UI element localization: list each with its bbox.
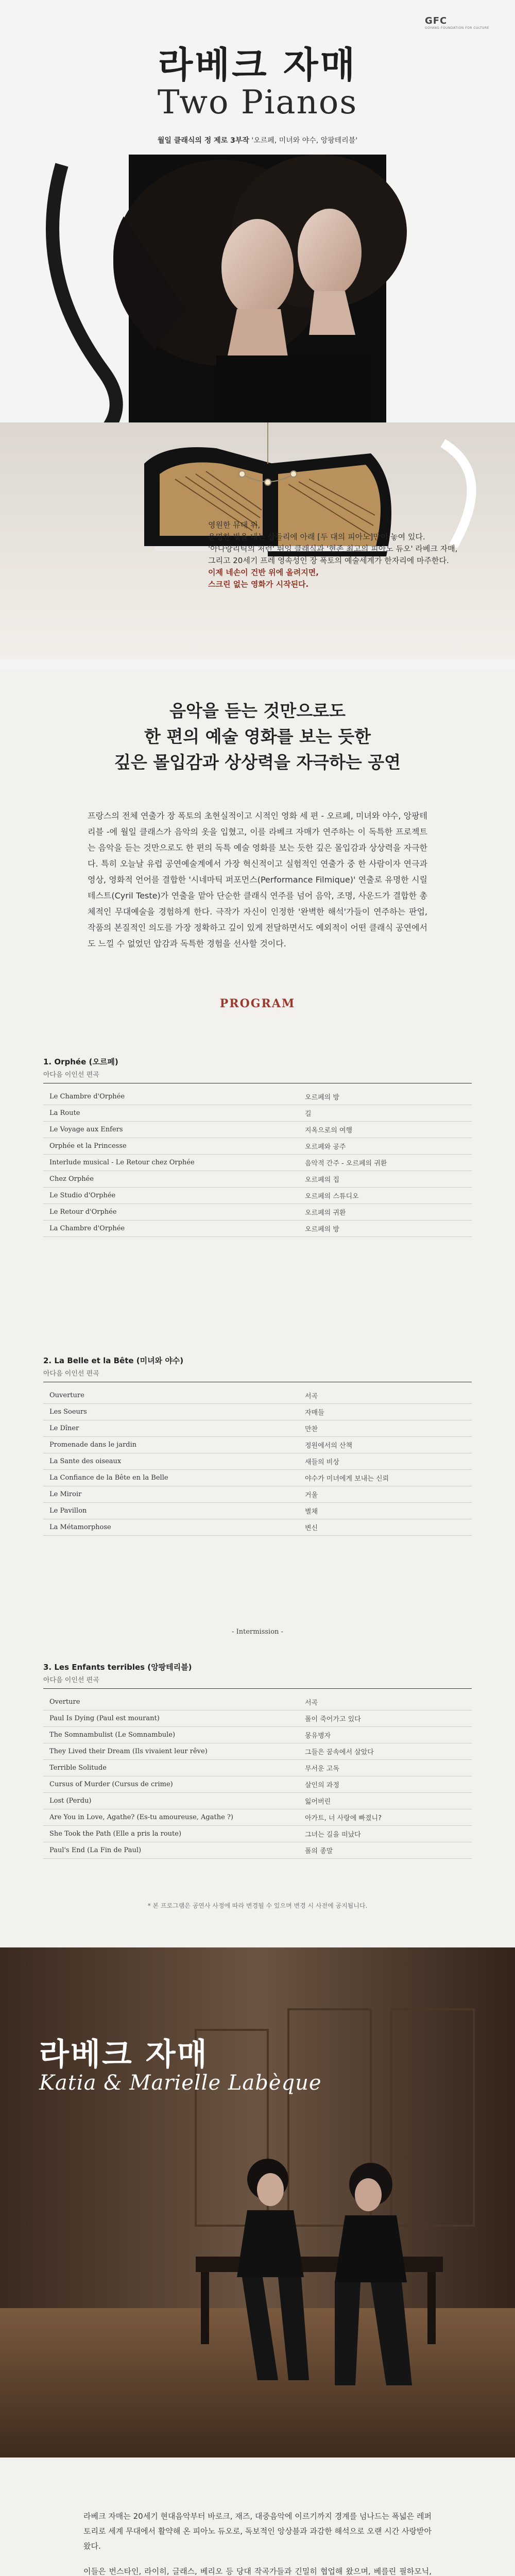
hero-info-rest: '오르페, 미녀와 야수, 앙팡테리블'	[251, 137, 358, 145]
piece-title-korean: 몽유병자	[305, 1732, 331, 1740]
bio-paragraph: 라베크 자매는 20세기 현대음악부터 바로크, 재즈, 대중음악에 이르기까지 경계를 넘나드는 폭넓은 레퍼토리로 세계 무대에서 활약해 온 피아노 듀오로, 독보적인 앙상블과 과감한 해석으로 오랜 시간 사랑받아 왔다.	[83, 2512, 432, 2551]
piece-title-korean: 야수가 미녀에게 보내는 신뢰	[305, 1475, 389, 1483]
piece-title: Les Soeurs	[49, 1408, 87, 1416]
program-row	[43, 1122, 472, 1138]
piece-title: The Somnambulist (Le Somnambule)	[49, 1731, 176, 1739]
program-section-enfants	[43, 1656, 472, 1859]
program-section-orphee	[43, 1051, 472, 1237]
intro-heading-line: 한 편의 예술 영화를 보는 듯한	[144, 726, 371, 747]
intro-heading	[0, 698, 515, 775]
program-table	[43, 1694, 472, 1859]
piece-title: Cursus of Murder (Cursus de crime)	[49, 1781, 173, 1788]
piece-title-korean: 오르페의 방	[305, 1094, 339, 1101]
program-row	[43, 1470, 472, 1486]
program-row	[43, 1793, 472, 1809]
program-row	[43, 1776, 472, 1793]
program-row	[43, 1743, 472, 1760]
brand-logo[interactable]	[425, 15, 489, 30]
piece-title-korean: 아가트, 너 사랑에 빠졌니?	[305, 1815, 382, 1822]
piece-title: La Confiance de la Bête en la Belle	[49, 1474, 168, 1482]
program-table	[43, 1387, 472, 1536]
program-row	[43, 1155, 472, 1171]
piece-title-korean: 잃어버린	[305, 1798, 331, 1806]
piece-title-korean: 자매들	[305, 1409, 324, 1417]
program-row	[43, 1420, 472, 1437]
program-row	[43, 1188, 472, 1204]
piece-title-korean: 서곡	[305, 1393, 318, 1400]
program-row	[43, 1171, 472, 1188]
artist-name-korean: 라베크 자매	[39, 2037, 209, 2073]
hero-section	[0, 0, 515, 670]
hero-title-english: Two Pianos	[157, 83, 358, 122]
program-row	[43, 1809, 472, 1826]
program-row	[43, 1204, 472, 1221]
hero-info-line	[0, 135, 515, 145]
hero-description	[208, 519, 476, 590]
section-subheading: 아다음 이인선 편곡	[43, 1069, 472, 1083]
piece-title-korean: 오르페의 집	[305, 1176, 339, 1184]
program-row	[43, 1387, 472, 1404]
piece-title: Le Miroir	[49, 1490, 82, 1498]
piece-title-korean: 길	[305, 1110, 312, 1118]
piece-title-korean: 그들은 꿈속에서 살았다	[305, 1749, 374, 1756]
hero-info-label: 월일 클래식의 정 제로 3부작	[157, 137, 249, 145]
piece-title-korean: 음악적 간주 - 오르페의 귀환	[305, 1160, 387, 1167]
program-row	[43, 1138, 472, 1155]
piece-title-korean: 무서운 고독	[305, 1765, 339, 1773]
program-table	[43, 1089, 472, 1237]
piece-title: La Sante des oiseaux	[49, 1458, 122, 1465]
piece-title: Paul Is Dying (Paul est mourant)	[49, 1715, 160, 1722]
program-row	[43, 1221, 472, 1237]
program-title: PROGRAM	[219, 997, 296, 1010]
artist-photo	[0, 1947, 515, 2458]
program-row	[43, 1486, 472, 1503]
artist-name-english: Katia & Marielle Labèque	[39, 2071, 322, 2095]
piece-title-korean: 오르페의 방	[305, 1226, 339, 1233]
piece-title-korean: 새들의 비상	[305, 1459, 339, 1466]
program-row	[43, 1694, 472, 1710]
program-section-belle	[43, 1350, 472, 1536]
program-row	[43, 1404, 472, 1420]
hero-text-line: 영원한 뮤대 위,	[208, 520, 261, 530]
piece-title: Paul's End (La Fin de Paul)	[49, 1846, 142, 1854]
hero-text-line: 그리고 20세기 프레 영속성인 장 폭토의 예술세계가 한자리에 마주한다.	[208, 556, 449, 565]
piece-title: La Route	[49, 1109, 80, 1117]
hero-text-line: 운명한 빛을 내는 상들리에 아래 [두 대의 피아노]만이 놓여 있다.	[208, 532, 425, 541]
piece-title: Promenade dans le jardin	[49, 1441, 137, 1449]
piece-title: Ouverture	[49, 1392, 84, 1399]
hero-text-highlight: 스크린 없는 영화가 시작된다.	[208, 580, 309, 589]
piece-title: Terrible Solitude	[49, 1764, 107, 1772]
logo-text: GFC	[424, 15, 448, 26]
logo-subtitle: GOYANG FOUNDATION FOR CULTURE	[424, 26, 489, 30]
section-heading: 1. Orphée (오르페)	[43, 1057, 118, 1066]
piece-title-korean: 서곡	[305, 1699, 318, 1707]
piece-title-korean: 폴의 종말	[305, 1848, 333, 1855]
program-note: * 본 프로그램은 공연사 사정에 따라 변경될 수 있으며 변경 시 사전에 공지됩니다.	[147, 1902, 368, 1909]
section-subheading: 아다음 이인선 편곡	[43, 1368, 472, 1382]
piece-title-korean: 오르페와 공주	[305, 1143, 346, 1151]
piece-title: Le Pavillon	[49, 1507, 87, 1515]
intro-heading-line: 음악을 듣는 것만으로도	[169, 701, 346, 721]
piece-title: She Took the Path (Elle a pris la route)	[49, 1830, 182, 1838]
program-row	[43, 1760, 472, 1776]
piece-title-korean: 살인의 과정	[305, 1782, 339, 1789]
program-row	[43, 1842, 472, 1859]
piece-title: Lost (Perdu)	[49, 1797, 92, 1805]
bio-paragraph: 이들은 번스타인, 라이히, 글래스, 베리오 등 당대 작곡가들과 긴밀히 협업해 왔으며, 베를린 필하모닉,	[83, 2567, 432, 2576]
program-row	[43, 1710, 472, 1727]
section-subheading: 아다음 이인선 편곡	[43, 1674, 472, 1689]
piece-title-korean: 폴이 죽어가고 있다	[305, 1716, 361, 1723]
piece-title-korean: 정원에서의 산책	[305, 1442, 353, 1450]
intermission-label: - Intermission -	[232, 1628, 283, 1636]
program-row	[43, 1503, 472, 1519]
piece-title: They Lived their Dream (Ils vivaient leur rêve)	[49, 1748, 208, 1755]
piece-title-korean: 변신	[305, 1524, 318, 1532]
hero-title-korean: 라베크 자매	[158, 44, 357, 86]
program-row	[43, 1437, 472, 1453]
piece-title: La Métamorphose	[49, 1523, 111, 1531]
piece-title: Overture	[49, 1698, 80, 1706]
piece-title: Are You in Love, Agathe? (Es-tu amoureuse, Agathe ?)	[49, 1814, 233, 1821]
piece-title: Interlude musical - Le Retour chez Orphée	[49, 1159, 195, 1166]
program-row	[43, 1453, 472, 1470]
intro-heading-line: 깊은 몰입감과 상상력을 자극하는 공연	[114, 752, 401, 772]
artist-bio	[83, 2509, 432, 2576]
piece-title: Le Retour d'Orphée	[49, 1208, 117, 1216]
piece-title-korean: 거울	[305, 1492, 318, 1499]
piece-title-korean: 지옥으로의 여행	[305, 1127, 353, 1134]
intro-paragraph: 프랑스의 전체 연출가 장 폭토의 초현실적이고 시적인 영화 세 편 - 오르페, 미녀와 야수, 앙팡테리블 -에 월일 클래스가 음악의 옷을 입혔고, 이를 라베크 자매가 연주하는 이 독특한 프로젝트는 음악을 듣는 것만으로도 한 편의 독특 예술 영화를 보는 듯한 깊은 몰입감과 상상력을 자극한다. 특히 오늘날 유럽 공연예술계에서 가장 혁신적이고 실험적인 연출가 중 한 사람이자 연극과 영상, 영화적 언어를 결합한 '시네마틱 퍼포먼스(Performance Filmique)' 연출로 유명한 시릴 테스트(Cyril Teste)가 연출을 맡아 단순한 클래식 연주를 넘어 음악, 조명, 사운드가 결합한 총체적인 무대예술을 경험하게 한다. 극작가 자신이 인정한 '완벽한 해석'가들이 연주하는 판업, 작품의 본질적인 의도를 가장 정확하고 깊이 있게 전달하면서도 예외적이 어떤 클래식 공연에서도 느낄 수 없었던 압감과 독특한 경험을 선사할 것이다.	[88, 811, 427, 948]
piece-title: La Chambre d'Orphée	[49, 1225, 125, 1232]
hero-text-line: '아나랑리틱의 처런' 뛰잉 클래식과 '현존 최고의 피아노 듀오' 라베크 자매,	[208, 544, 458, 553]
program-row	[43, 1727, 472, 1743]
piece-title: Le Chambre d'Orphée	[49, 1093, 125, 1100]
program-row	[43, 1519, 472, 1536]
piece-title-korean: 만찬	[305, 1426, 318, 1433]
piece-title: Le Dîner	[49, 1425, 79, 1432]
program-row	[43, 1105, 472, 1122]
program-row	[43, 1089, 472, 1105]
piece-title-korean: 별채	[305, 1508, 318, 1516]
section-heading: 2. La Belle et la Bête (미녀와 야수)	[43, 1356, 184, 1365]
piece-title: Le Studio d'Orphée	[49, 1192, 116, 1199]
program-row	[43, 1826, 472, 1842]
piece-title: Le Voyage aux Enfers	[49, 1126, 123, 1133]
piece-title-korean: 오르페의 귀환	[305, 1209, 346, 1217]
section-heading: 3. Les Enfants terribles (앙팡테리블)	[43, 1663, 192, 1672]
hero-text-highlight: 이제 네손이 건반 위에 올려지면,	[208, 568, 319, 577]
piece-title: Orphée et la Princesse	[49, 1142, 127, 1150]
piece-title-korean: 오르페의 스튜디오	[305, 1193, 359, 1200]
piece-title: Chez Orphée	[49, 1175, 94, 1183]
piece-title-korean: 그녀는 길을 떠났다	[305, 1831, 361, 1839]
